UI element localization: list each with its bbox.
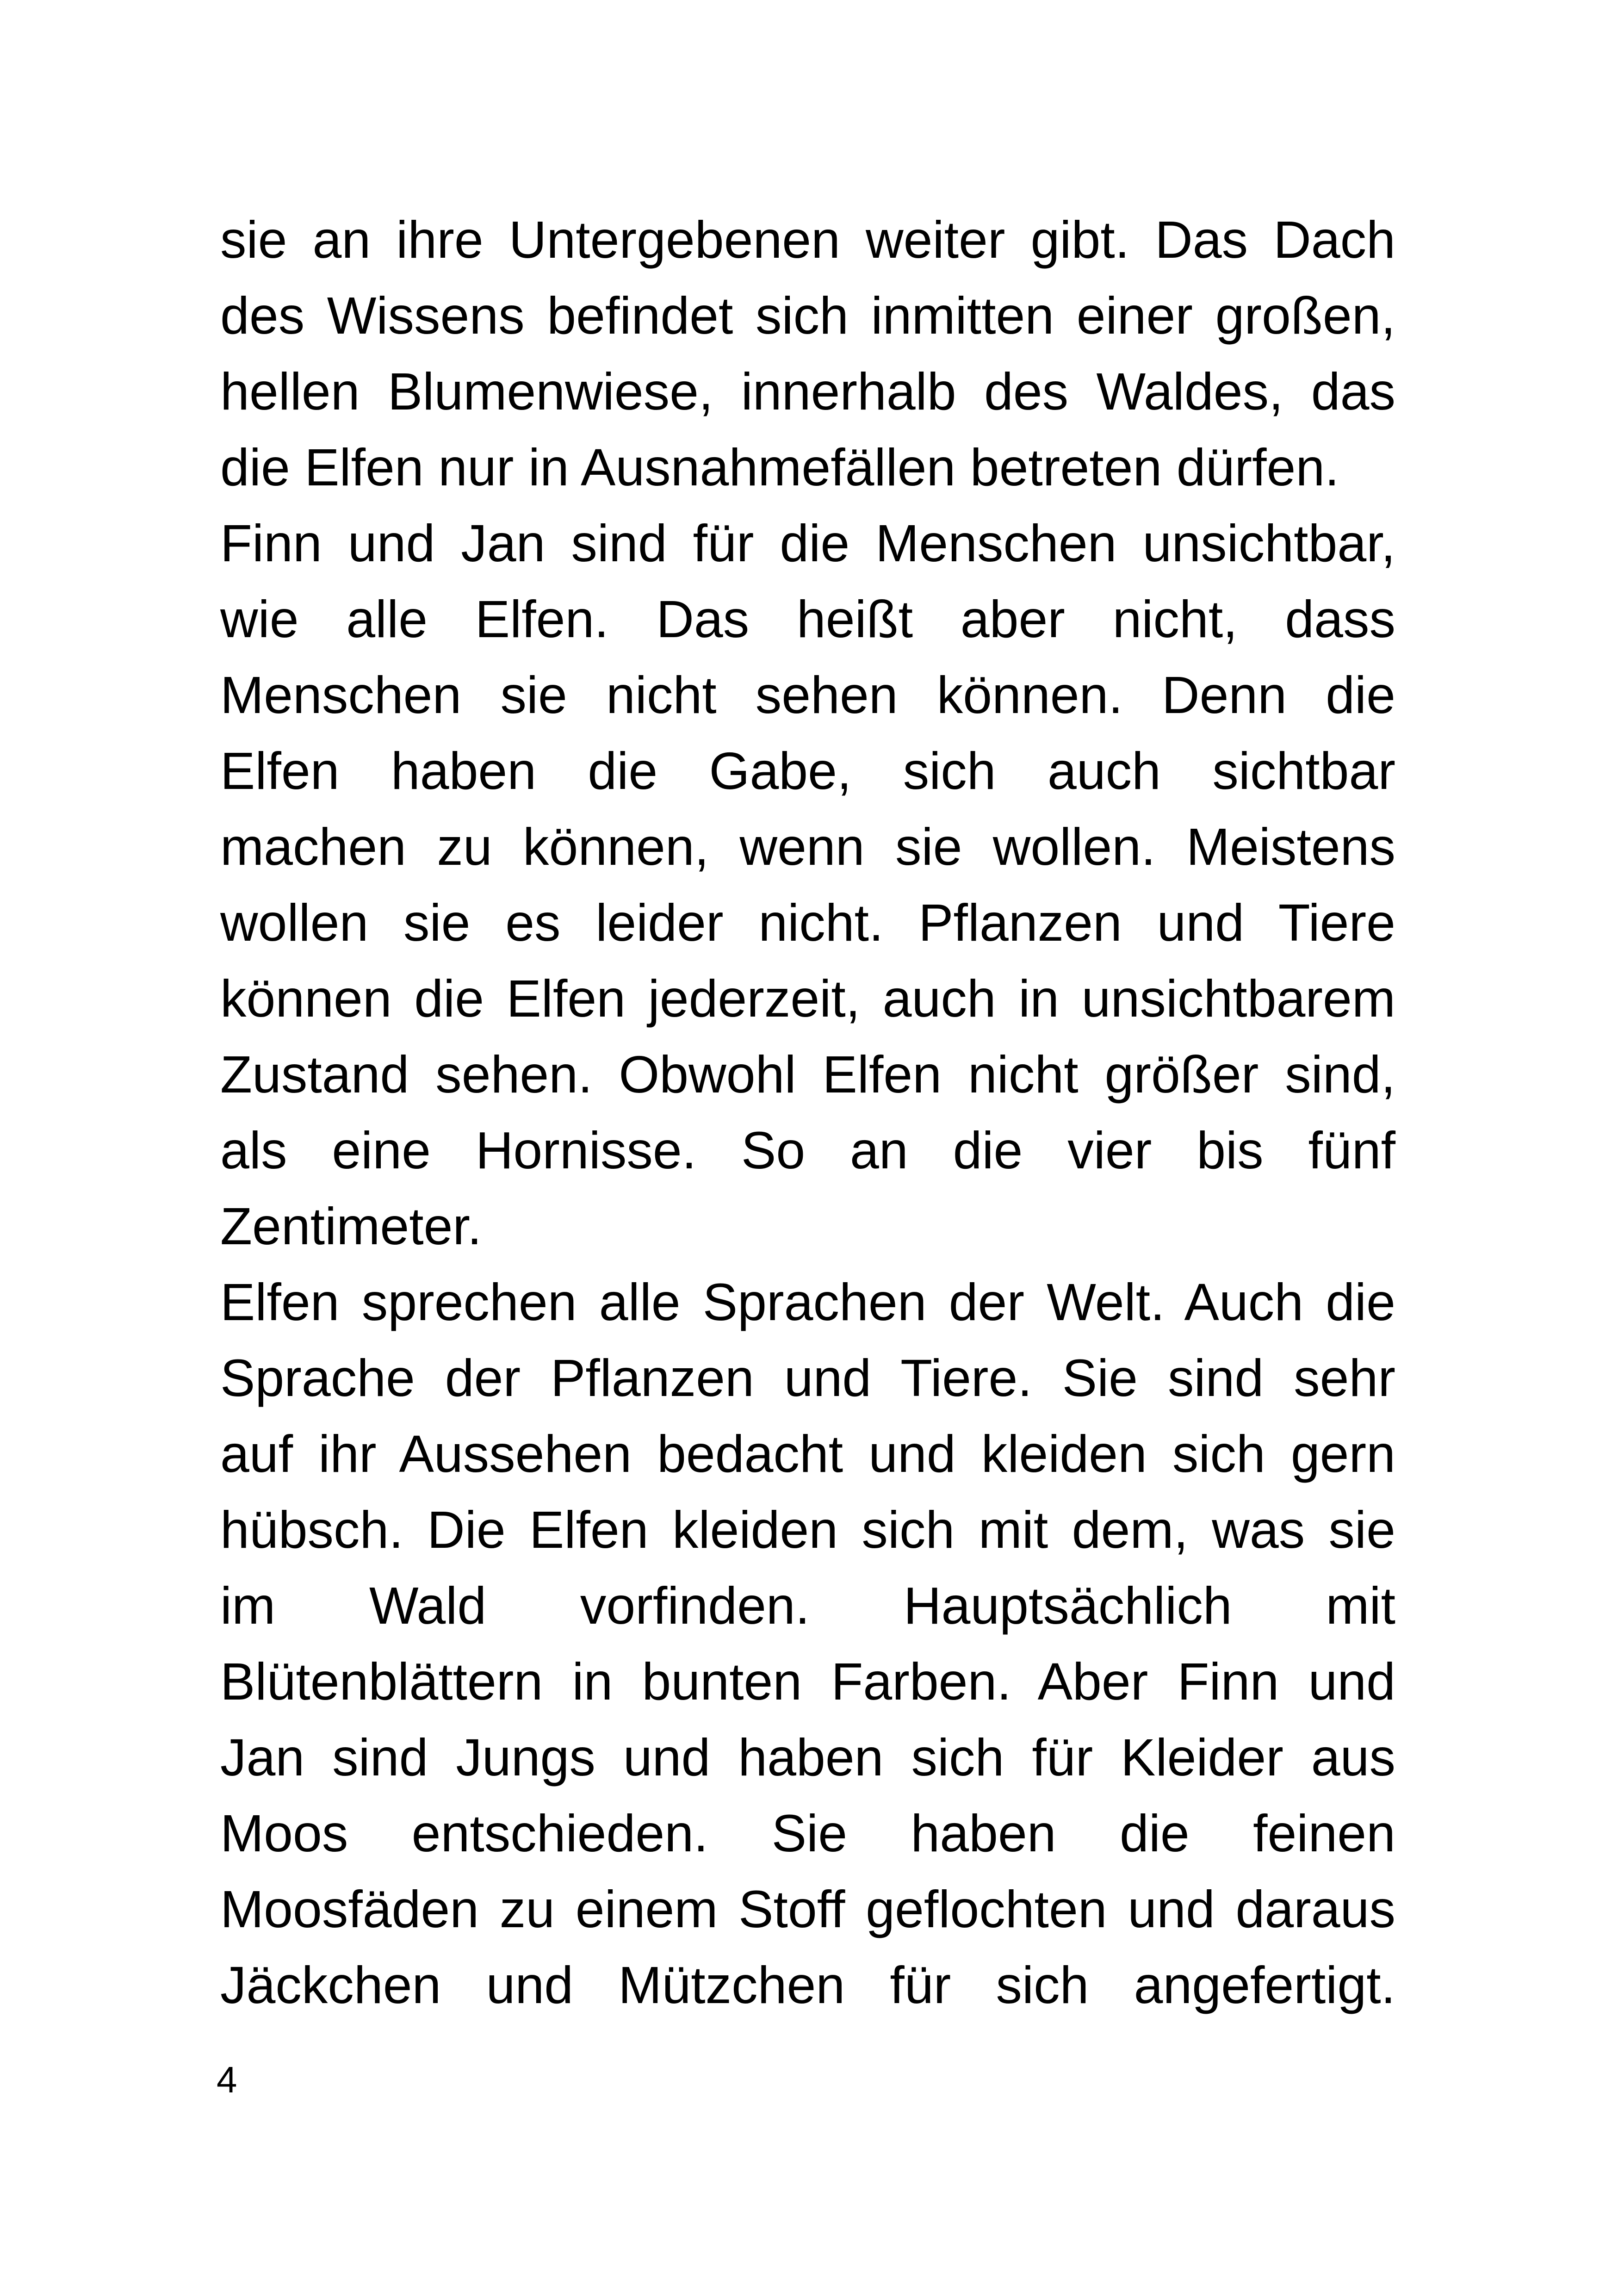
text-line: können die Elfen jederzeit, auch in unsichtbarem xyxy=(220,969,1395,1028)
text-line: Moos entschieden. Sie haben die feinen xyxy=(220,1804,1395,1862)
text-line: machen zu können, wenn sie wollen. Meistens xyxy=(220,818,1395,876)
text-line: hübsch. Die Elfen kleiden sich mit dem, was sie xyxy=(220,1501,1395,1559)
text-line: Elfen sprechen alle Sprachen der Welt. Auch die xyxy=(220,1273,1395,1331)
page-number: 4 xyxy=(217,2059,237,2100)
text-line: sie an ihre Untergebenen weiter gibt. Das Dach xyxy=(220,211,1395,269)
text-line: im Wald vorfinden. Hauptsächlich mit xyxy=(220,1576,1395,1635)
text-line: des Wissens befindet sich inmitten einer großen, xyxy=(220,286,1395,345)
text-line: Finn und Jan sind für die Menschen unsichtbar, xyxy=(220,514,1395,572)
text-line: wie alle Elfen. Das heißt aber nicht, dass xyxy=(220,590,1395,648)
body-text xyxy=(220,202,1395,2023)
text-line: Jäckchen und Mützchen für sich angefertigt. xyxy=(220,1956,1395,2014)
text-line: Sprache der Pflanzen und Tiere. Sie sind sehr xyxy=(220,1349,1395,1407)
text-line: wollen sie es leider nicht. Pflanzen und Tiere xyxy=(220,894,1395,952)
text-line: Zentimeter. xyxy=(220,1197,482,1255)
text-line: die Elfen nur in Ausnahmefällen betreten dürfen. xyxy=(220,438,1339,496)
text-line: Zustand sehen. Obwohl Elfen nicht größer sind, xyxy=(220,1045,1395,1104)
text-line: als eine Hornisse. So an die vier bis fünf xyxy=(220,1121,1395,1179)
text-line: Blütenblättern in bunten Farben. Aber Finn und xyxy=(220,1652,1395,1711)
text-line: Menschen sie nicht sehen können. Denn die xyxy=(220,666,1395,724)
text-line: hellen Blumenwiese, innerhalb des Waldes, das xyxy=(220,362,1395,421)
text-line: Jan sind Jungs und haben sich für Kleider aus xyxy=(220,1728,1395,1787)
text-line: Elfen haben die Gabe, sich auch sichtbar xyxy=(220,742,1395,800)
text-line: Moosfäden zu einem Stoff geflochten und daraus xyxy=(220,1880,1395,1938)
text-line: auf ihr Aussehen bedacht und kleiden sich gern xyxy=(220,1425,1395,1483)
